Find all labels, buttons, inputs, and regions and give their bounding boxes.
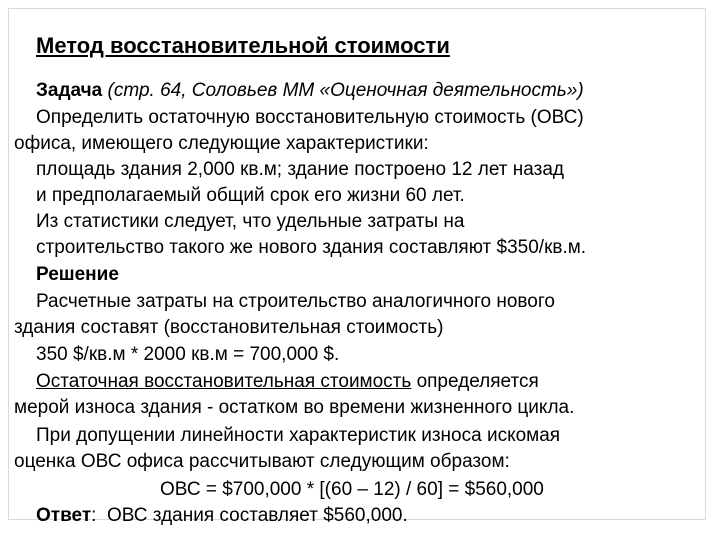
task-line-3: площадь здания 2,000 кв.м; здание построено 12 лет назад: [36, 159, 564, 180]
solution-line-3: 350 $/кв.м * 2000 кв.м = 700,000 $.: [36, 344, 340, 365]
solution-line-7: оценка ОВС офиса рассчитывают следующим образом:: [14, 451, 510, 472]
task-line-1: Определить остаточную восстановительную стоимость (ОВС): [36, 107, 584, 128]
task-label: Задача: [36, 80, 103, 101]
answer-separator: :: [91, 505, 107, 526]
task-line-4: и предполагаемый общий срок его жизни 60 лет.: [36, 185, 465, 206]
residual-value-term: Остаточная восстановительная стоимость: [36, 371, 412, 392]
solution-line-1: Расчетные затраты на строительство аналогичного нового: [36, 291, 555, 312]
task-heading: [36, 79, 584, 103]
solution-line-4: [36, 370, 539, 394]
solution-label: Решение: [36, 264, 119, 285]
task-line-5: Из статистики следует, что удельные затраты на: [36, 211, 465, 232]
page-title: Метод восстановительной стоимости: [36, 33, 450, 58]
solution-line-6: При допущении линейности характеристик износа искомая: [36, 425, 561, 446]
solution-line-4-rest: определяется: [411, 371, 539, 392]
formula: ОВС = $700,000 * [(60 – 12) / 60] = $560,000: [160, 479, 544, 500]
task-line-6: строительство такого же нового здания составляют $350/кв.м.: [36, 237, 587, 258]
solution-line-2: здания составят (восстановительная стоимость): [14, 317, 444, 338]
answer-text: ОВС здания составляет $560,000.: [106, 505, 408, 526]
answer-label: Ответ: [36, 505, 92, 526]
task-line-2: офиса, имеющего следующие характеристики:: [14, 133, 429, 154]
solution-line-5: мерой износа здания - остатком во времени жизненного цикла.: [14, 397, 575, 418]
task-source: (стр. 64, Соловьев ММ «Оценочная деятельность»): [107, 80, 584, 101]
answer-line: [36, 504, 408, 528]
